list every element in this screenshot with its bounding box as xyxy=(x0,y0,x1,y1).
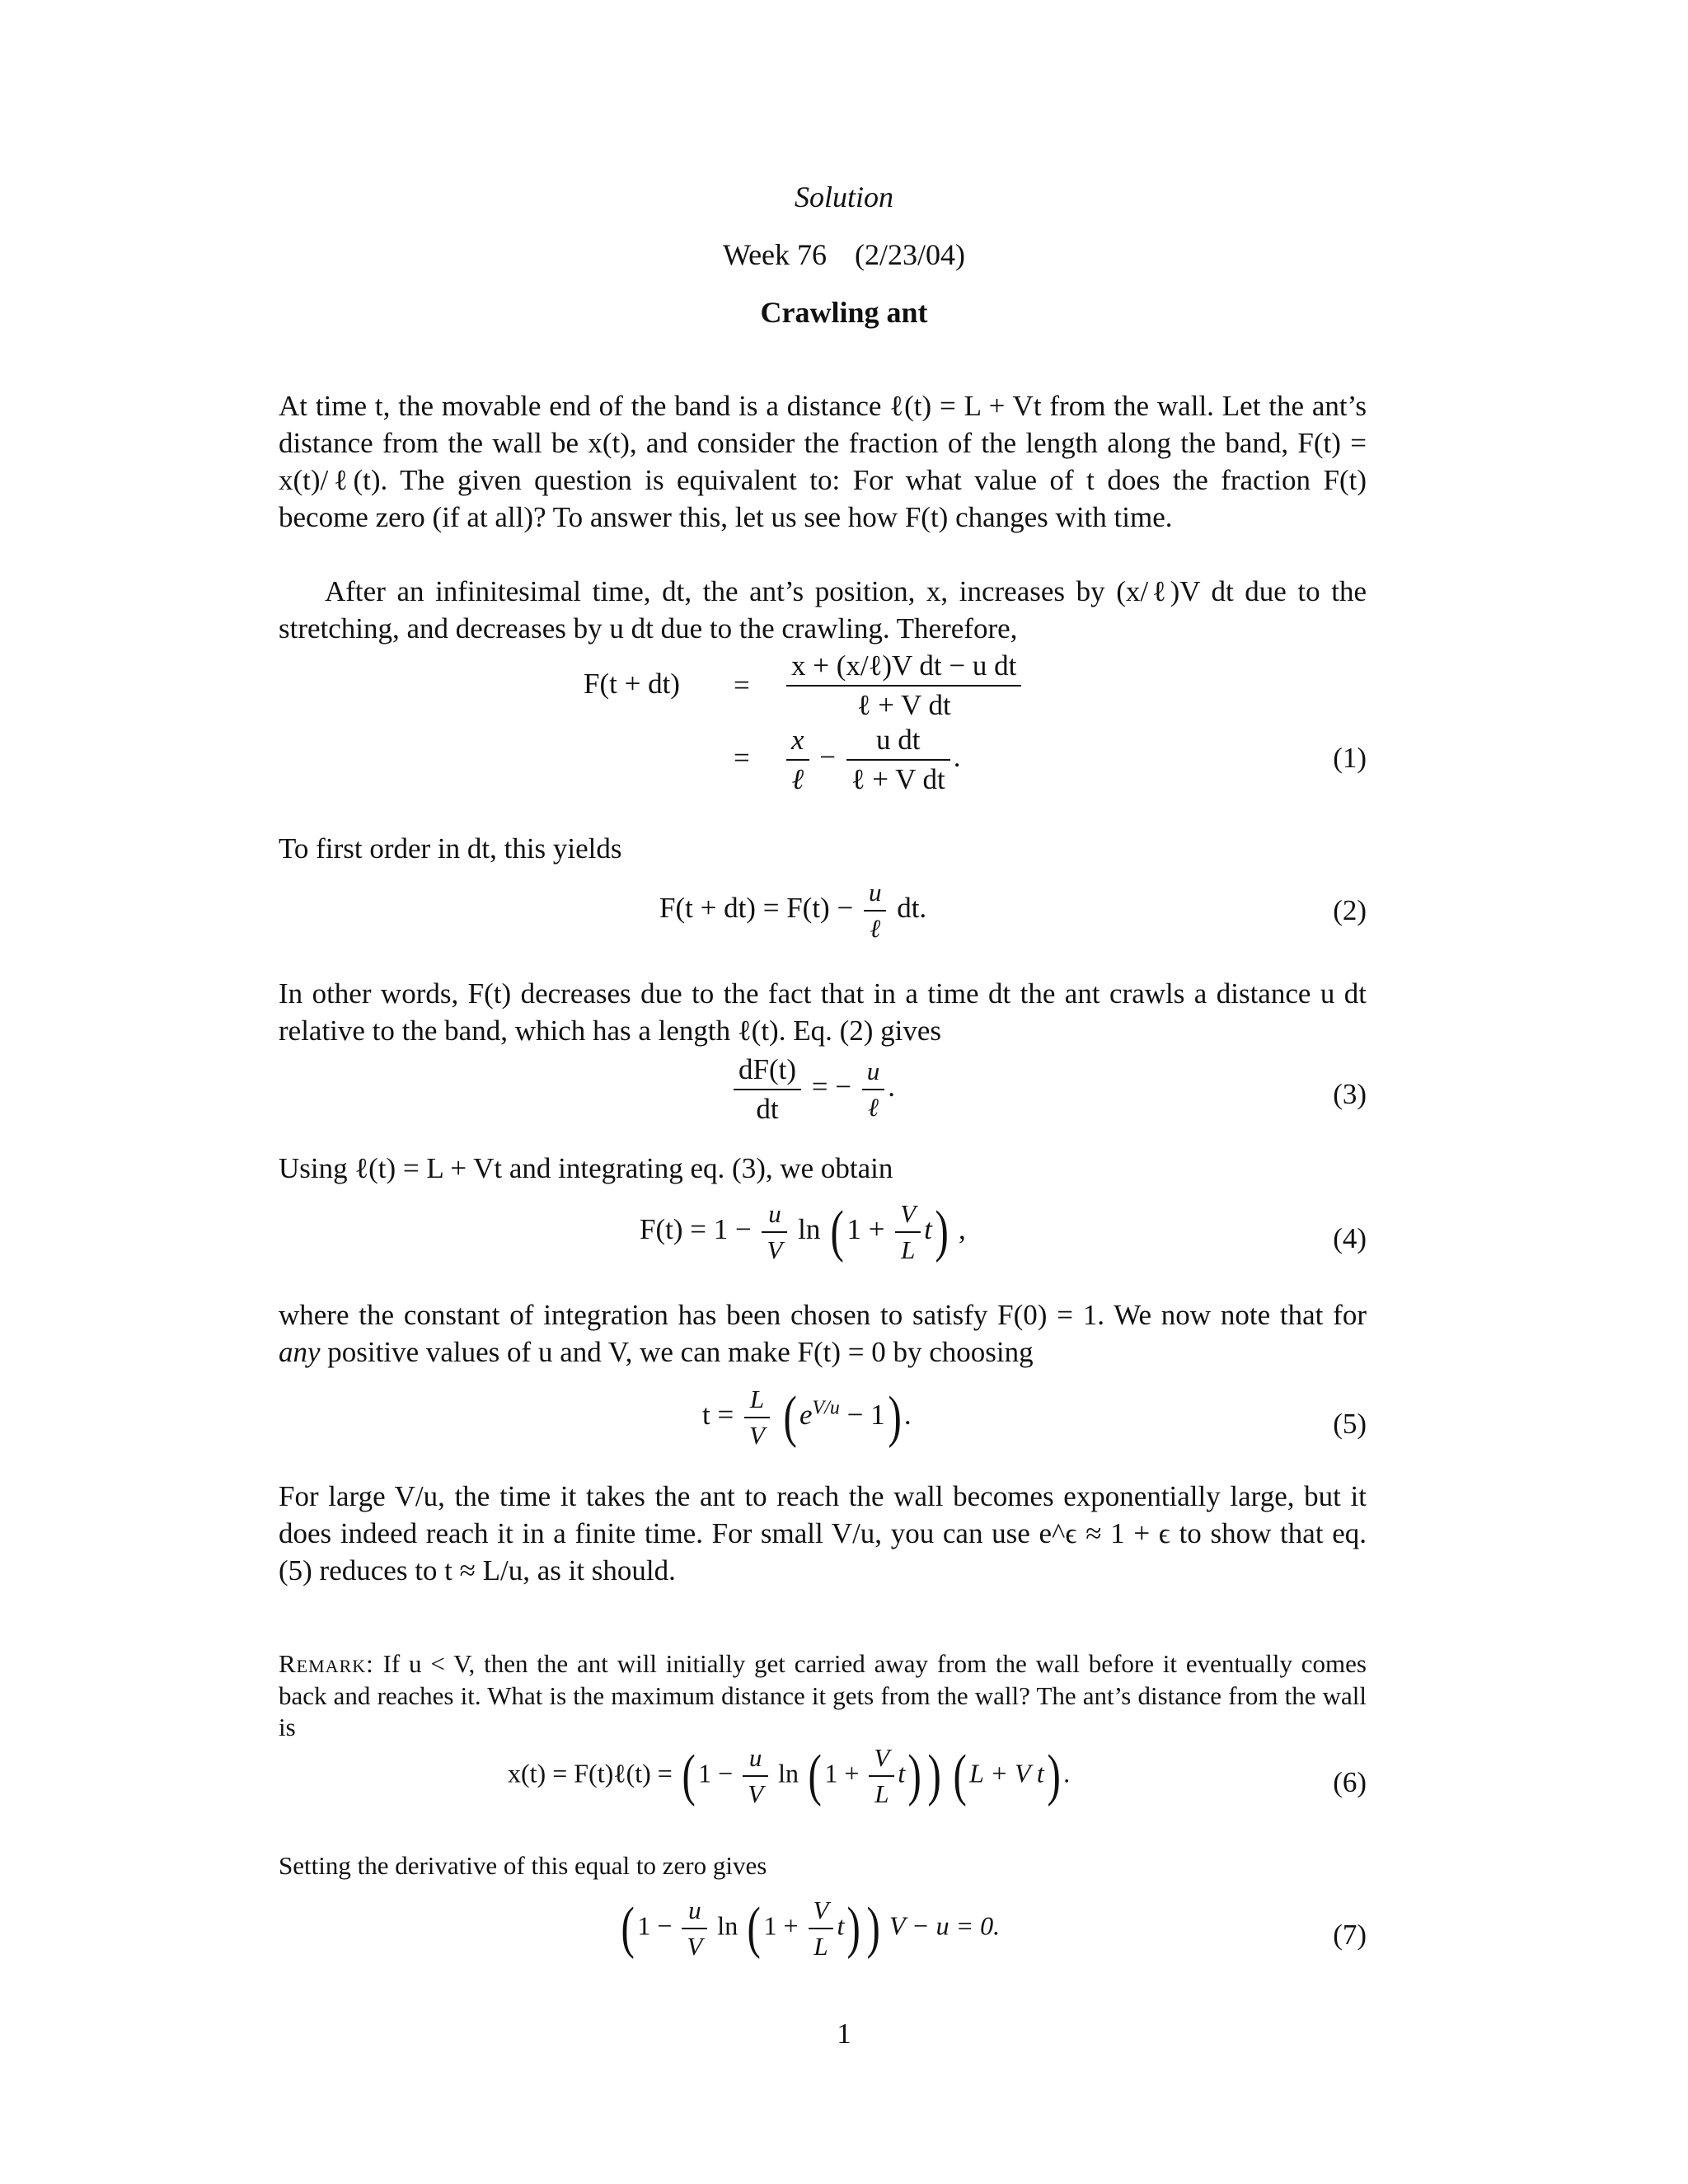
eq7-close-paren-outer: ) xyxy=(866,1896,880,1960)
eq3-u: u xyxy=(862,1057,885,1090)
eq1-numerator: x + (x/ℓ)V dt − u dt xyxy=(786,649,1021,687)
remark-text: If u < V, then the ant will initially get carried away from the wall before it eventually comes back and reaches it. What is the maximum distance it gets from the wall? The ant’s distance from the wall is xyxy=(279,1649,1367,1741)
eq3-body xyxy=(730,1053,895,1126)
equation-1-number: (1) xyxy=(1333,742,1367,774)
eq4-left: F(t) = 1 − xyxy=(640,1213,752,1246)
eq6-period: . xyxy=(1063,1758,1071,1788)
paragraph-in-other-words: In other words, F(t) decreases due to the fact that in a time dt the ant crawls a distance u dt relative to the band, which has a length ℓ(t). Eq. (2) gives xyxy=(279,977,1367,1047)
eq4-body xyxy=(640,1199,966,1265)
p6-part-a: where the constant of integration has been chosen to satisfy F(0) = 1. We now note that for xyxy=(279,1299,1367,1331)
eq1-equals-2: = xyxy=(734,742,750,774)
eq7-u: u xyxy=(682,1896,707,1929)
eq7-ln: ln xyxy=(717,1910,738,1941)
eq6-V: V xyxy=(748,1779,764,1808)
eq6-body xyxy=(508,1743,1070,1809)
eq7-body xyxy=(618,1896,1000,1961)
eq2-right: dt. xyxy=(897,892,927,925)
eq3-middle: = − xyxy=(811,1071,851,1104)
week-line xyxy=(0,237,1688,272)
equation-4-number: (4) xyxy=(1333,1222,1367,1254)
eq4-one: 1 + xyxy=(846,1213,885,1246)
paragraph-large-Vu: For large V/u, the time it takes the ant to reach the wall becomes exponentially large, but it does indeed reach it in a finite time. For small V/u, you can use e^ϵ ≈ 1 + ϵ to show that eq. (5) reduces to t ≈ L/u, as it should. xyxy=(279,1480,1367,1586)
equation-3-number: (3) xyxy=(1333,1078,1367,1110)
eq6-open-paren-tail: ( xyxy=(953,1744,967,1807)
equation-6 xyxy=(279,1743,1367,1834)
eq1-period: . xyxy=(953,741,961,774)
eq5-rest: − 1 xyxy=(846,1399,885,1432)
eq1-denominator-2: ℓ + V dt xyxy=(851,763,945,795)
eq4-open-paren: ( xyxy=(830,1200,844,1263)
eq1-denominator: ℓ + V dt xyxy=(856,689,951,721)
paragraph-derivative: Setting the derivative of this equal to zero gives xyxy=(279,1851,767,1880)
eq1-l: ℓ xyxy=(791,763,804,795)
eq2-body xyxy=(659,878,926,944)
eq6-close-paren-tail: ) xyxy=(1047,1744,1061,1807)
remark-paragraph xyxy=(279,1648,1367,1744)
eq5-V: V xyxy=(748,1421,765,1450)
eq6-open-paren-inner: ( xyxy=(808,1744,822,1807)
eq2-l: ℓ xyxy=(870,914,881,943)
eq4-u: u xyxy=(762,1199,787,1233)
eq5-e: e xyxy=(799,1399,813,1432)
paragraph-first-order: To first order in dt, this yields xyxy=(279,832,622,865)
eq6-one: 1 − xyxy=(698,1758,734,1788)
eq1-equals-1: = xyxy=(734,669,750,701)
eq5-period: . xyxy=(903,1399,912,1432)
eq6-close-paren-inner: ) xyxy=(907,1744,922,1807)
eq6-open-paren-outer: ( xyxy=(682,1744,696,1807)
paragraph-intro: At time t, the movable end of the band is a distance ℓ(t) = L + Vt from the wall. Let the ant’s distance from the wall be x(t), and consider the fraction of the length along the band, F(t) = x(t)/ℓ(t). The given question is equivalent to: For what value of t does the fraction F(t) become zero (if at all)? To answer this, let us see how F(t) changes with time. xyxy=(279,390,1367,533)
eq1-fraction-2 xyxy=(783,724,961,796)
eq7-open-paren-inner: ( xyxy=(747,1896,762,1960)
eq6-Ld: L xyxy=(874,1779,889,1808)
equation-6-number: (6) xyxy=(1333,1766,1367,1798)
eq7-tail: V − u = 0. xyxy=(889,1910,1001,1941)
eq7-one: 1 − xyxy=(637,1910,673,1941)
eq7-close-paren-inner: ) xyxy=(846,1896,861,1960)
eq4-close-paren: ) xyxy=(935,1200,949,1263)
eq4-Ld: L xyxy=(901,1235,916,1264)
p6-part-b: positive values of u and V, we can make F(t) = 0 by choosing xyxy=(320,1336,1034,1368)
equation-7 xyxy=(279,1896,1367,1986)
paragraph-using: Using ℓ(t) = L + Vt and integrating eq. (3), we obtain xyxy=(279,1152,893,1184)
equation-2 xyxy=(279,878,1367,960)
eq6-ln: ln xyxy=(778,1758,799,1788)
remark-label: Remark: xyxy=(279,1649,374,1678)
solution-label: Solution xyxy=(794,180,893,213)
equation-4 xyxy=(279,1199,1367,1290)
eq5-exponent: V/u xyxy=(812,1397,840,1419)
eq1-minus: − xyxy=(819,741,837,774)
eq3-l: ℓ xyxy=(868,1093,879,1122)
eq6-t: t xyxy=(898,1758,906,1788)
page-number: 1 xyxy=(837,2018,851,2050)
eq7-Vn: V xyxy=(809,1896,834,1929)
equation-5 xyxy=(279,1385,1367,1475)
eq7-Ld: L xyxy=(814,1932,828,1961)
eq3-period: . xyxy=(888,1071,895,1104)
eq5-close-paren: ) xyxy=(888,1385,902,1449)
eq1-x: x xyxy=(786,724,809,761)
eq1-numerator-2: u dt xyxy=(846,724,950,761)
week-date: (2/23/04) xyxy=(855,238,966,271)
p6-any: any xyxy=(279,1336,321,1368)
eq1-fraction-1 xyxy=(783,649,1025,722)
eq5-body xyxy=(702,1385,912,1451)
eq4-ln: ln xyxy=(798,1213,821,1246)
eq5-left: t = xyxy=(702,1399,734,1432)
eq4-V: V xyxy=(767,1235,783,1264)
paragraph-infinitesimal: After an infinitesimal time, dt, the ant’s position, x, increases by (x/ℓ)V dt due to the stretching, and decreases by u dt due to the crawling. Therefore, xyxy=(279,575,1367,644)
eq3-denominator: dt xyxy=(756,1093,779,1125)
eq5-L: L xyxy=(744,1385,770,1418)
eq2-u: u xyxy=(864,878,887,912)
eq6-left: x(t) = F(t)ℓ(t) = xyxy=(508,1758,673,1788)
eq6-Vn: V xyxy=(869,1743,894,1777)
paragraph-constant xyxy=(279,1296,1367,1371)
equation-3 xyxy=(279,1053,1367,1136)
eq4-Vn: V xyxy=(895,1199,921,1233)
problem-title: Crawling ant xyxy=(760,296,928,329)
eq7-one2: 1 + xyxy=(763,1910,799,1941)
eq4-comma: , xyxy=(958,1213,966,1246)
equation-1 xyxy=(279,649,1367,824)
eq6-tail: L + V t xyxy=(969,1758,1044,1788)
equation-7-number: (7) xyxy=(1333,1919,1367,1951)
eq5-open-paren: ( xyxy=(783,1385,797,1449)
eq7-open-paren-outer: ( xyxy=(621,1896,635,1960)
week-number: Week 76 xyxy=(722,238,828,271)
eq2-left: F(t + dt) = F(t) − xyxy=(659,892,854,925)
eq6-close-paren-outer: ) xyxy=(927,1744,941,1807)
eq7-V: V xyxy=(687,1932,703,1961)
equation-5-number: (5) xyxy=(1333,1408,1367,1440)
eq7-t: t xyxy=(837,1910,845,1941)
eq1-lhs: F(t + dt) xyxy=(584,668,680,700)
eq6-u: u xyxy=(743,1743,768,1777)
eq3-numerator: dF(t) xyxy=(734,1053,801,1090)
equation-2-number: (2) xyxy=(1333,894,1367,926)
eq4-t: t xyxy=(924,1213,932,1246)
eq6-one2: 1 + xyxy=(824,1758,860,1788)
